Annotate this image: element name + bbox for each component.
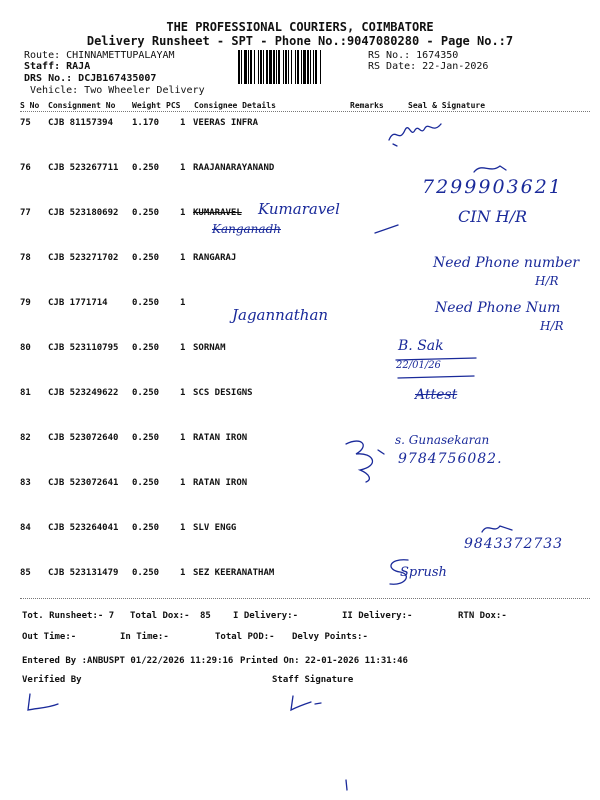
i-delivery: I Delivery:- (233, 611, 299, 621)
mark-row-77 (372, 222, 402, 236)
row-pcs: 1 (180, 388, 186, 398)
handwritten-hr-79: H/R (540, 319, 564, 333)
runsheet-title: Delivery Runsheet - SPT - Phone No.:9047080280 - Page No.:7 (86, 34, 514, 48)
row-pcs: 1 (180, 298, 186, 308)
table-row (20, 118, 590, 134)
stray-mark (340, 778, 354, 794)
row-pcs: 1 (180, 343, 186, 353)
row-sno: 77 (20, 208, 31, 218)
row-consignee: VEERAS INFRA (193, 118, 259, 128)
row-weight: 0.250 (132, 253, 160, 263)
signature-row-75 (385, 118, 445, 148)
row-pcs: 1 (180, 568, 186, 578)
row-consignment: CJB 1771714 (48, 298, 108, 308)
handwritten-note-79: Need Phone Num (435, 300, 561, 316)
verified-by-label: Verified By (22, 675, 82, 685)
handwritten-hr-78: H/R (535, 274, 559, 288)
handwritten-struck-77: Kanganadh (212, 222, 281, 236)
col-pcs: PCS (166, 101, 181, 110)
row-consignee: SLV ENGG (193, 523, 237, 533)
handwritten-phone-82: 9784756082. (398, 451, 503, 467)
handwritten-struck-81: Attest (415, 387, 458, 403)
signature-row-84 (478, 518, 518, 538)
row-sno: 81 (20, 388, 31, 398)
handwritten-note-78: Need Phone number (433, 255, 580, 271)
handwritten-sig-85: Sprush (400, 565, 447, 580)
row-weight: 0.250 (132, 298, 160, 308)
row-weight: 0.250 (132, 523, 160, 533)
row-consignment: CJB 523249622 (48, 388, 119, 398)
col-weight: Weight (132, 101, 161, 110)
table-row (20, 433, 590, 449)
signature-row-76 (470, 160, 510, 176)
row-consignee: RATAN IRON (193, 478, 248, 488)
handwritten-phone-76: 7299903621 (422, 176, 563, 198)
header-divider (20, 111, 590, 112)
row-weight: 0.250 (132, 433, 160, 443)
row-pcs: 1 (180, 253, 186, 263)
signature-row-82 (340, 436, 400, 486)
delvy-points: Delvy Points:- (292, 632, 368, 642)
row-weight: 0.250 (132, 388, 160, 398)
row-weight: 0.250 (132, 568, 160, 578)
col-consignee: Consignee Details (194, 101, 276, 110)
drs-label: DRS No.: DCJB167435007 (24, 73, 157, 84)
handwritten-name-77: Kumaravel (258, 200, 340, 218)
row-sno: 83 (20, 478, 31, 488)
handwritten-name-82: s. Gunasekaran (395, 433, 490, 447)
row-sno: 75 (20, 118, 31, 128)
row-sno: 80 (20, 343, 31, 353)
handwritten-note-76: CIN H/R (458, 207, 528, 226)
entered-by: Entered By :ANBUSPT 01/22/2026 11:29:16 (22, 656, 234, 666)
row-pcs: 1 (180, 523, 186, 533)
row-weight: 0.250 (132, 208, 160, 218)
total-dox-value: 85 (200, 611, 211, 621)
row-weight: 1.170 (132, 118, 160, 128)
row-sno: 78 (20, 253, 31, 263)
table-row (20, 478, 590, 494)
row-consignment: CJB 81157394 (48, 118, 114, 128)
printed-on: Printed On: 22-01-2026 11:31:46 (240, 656, 408, 666)
row-consignment: CJB 523110795 (48, 343, 119, 353)
staff-signature-label: Staff Signature (272, 675, 354, 685)
row-weight: 0.250 (132, 343, 160, 353)
row-consignee: RAAJANARAYANAND (193, 163, 275, 173)
row-consignment: CJB 523267711 (48, 163, 119, 173)
col-sno: S No (20, 101, 40, 110)
row-pcs: 1 (180, 208, 186, 218)
row-consignment: CJB 523131479 (48, 568, 119, 578)
table-bottom-divider (20, 598, 590, 599)
col-remarks: Remarks (350, 101, 384, 110)
row-sno: 82 (20, 433, 31, 443)
row-consignment: CJB 523180692 (48, 208, 119, 218)
row-sno: 76 (20, 163, 31, 173)
table-row (20, 343, 590, 359)
row-pcs: 1 (180, 163, 186, 173)
col-seal-signature: Seal & Signature (408, 101, 486, 110)
handwritten-phone-84: 9843372733 (464, 536, 564, 552)
staff-signature-mark (285, 692, 325, 716)
tot-runsheet: Tot. Runsheet:- 7 (22, 611, 115, 621)
row-weight: 0.250 (132, 163, 160, 173)
rs-date: RS Date: 22-Jan-2026 (368, 61, 489, 72)
row-sno: 79 (20, 298, 31, 308)
in-time: In Time:- (120, 632, 169, 642)
row-pcs: 1 (180, 433, 186, 443)
rs-number: RS No.: 1674350 (368, 50, 459, 61)
staff-label: Staff: RAJA (24, 61, 91, 72)
row-consignee: SCS DESIGNS (193, 388, 253, 398)
handwritten-date-80: 22/01/26 (396, 360, 441, 371)
row-consignee: SEZ KEERANATHAM (193, 568, 275, 578)
row-sno: 84 (20, 523, 31, 533)
route-label: Route: CHINNAMETTUPALAYAM (24, 50, 175, 61)
row-consignment: CJB 523264041 (48, 523, 119, 533)
out-time: Out Time:- (22, 632, 77, 642)
row-sno: 85 (20, 568, 31, 578)
row-consignee: RANGARAJ (193, 253, 237, 263)
ii-delivery: II Delivery:- (342, 611, 413, 621)
verifier-signature (24, 692, 64, 716)
row-consignment: CJB 523072641 (48, 478, 119, 488)
row-consignee: KUMARAVEL (193, 208, 242, 218)
row-consignee: SORNAM (193, 343, 226, 353)
handwritten-name-79: Jagannathan (232, 306, 329, 324)
handwritten-sig-80: B. Sak (398, 338, 444, 354)
underline-row-80 (392, 356, 482, 382)
barcode-image (238, 50, 364, 84)
company-title: THE PROFESSIONAL COURIERS, COIMBATORE (166, 20, 434, 34)
total-pod: Total POD:- (215, 632, 275, 642)
total-dox-label: Total Dox:- (130, 611, 190, 621)
table-row (20, 388, 590, 404)
row-consignment: CJB 523271702 (48, 253, 119, 263)
vehicle-label: Vehicle: Two Wheeler Delivery (30, 85, 205, 96)
row-pcs: 1 (180, 118, 186, 128)
table-row (20, 568, 590, 584)
col-consignment: Consignment No (48, 101, 116, 110)
row-pcs: 1 (180, 478, 186, 488)
row-consignment: CJB 523072640 (48, 433, 119, 443)
rtn-dox: RTN Dox:- (458, 611, 507, 621)
row-weight: 0.250 (132, 478, 160, 488)
row-consignee: RATAN IRON (193, 433, 248, 443)
